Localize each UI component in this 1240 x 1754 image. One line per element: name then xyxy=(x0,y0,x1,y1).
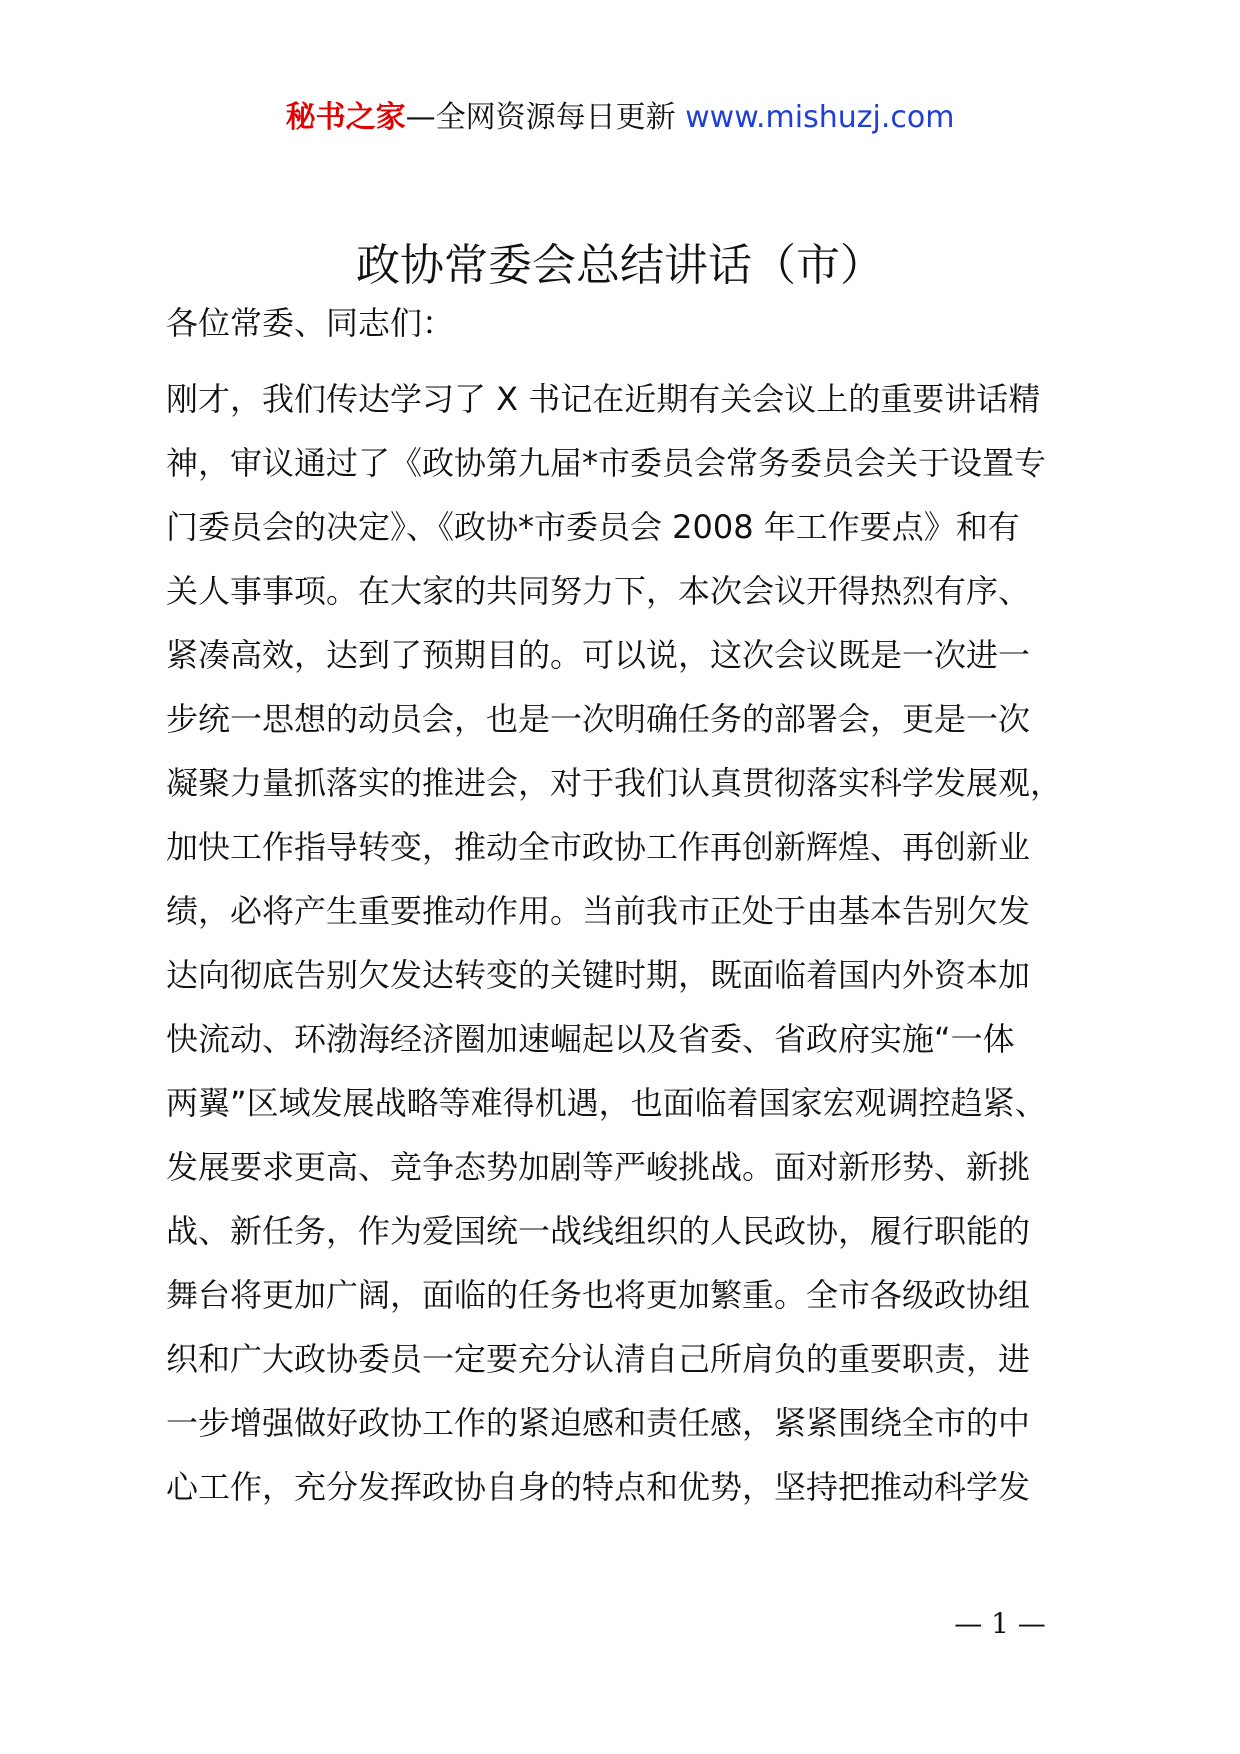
body-line: 关人事事项。在大家的共同努力下，本次会议开得热烈有序、 xyxy=(166,572,1031,610)
body-line: 达向彻底告别欠发达转变的关键时期，既面临着国内外资本加 xyxy=(166,956,1031,994)
body-line: 加快工作指导转变，推动全市政协工作再创新辉煌、再创新业 xyxy=(166,828,1031,866)
body-line: 战、新任务，作为爱国统一战线组织的人民政协，履行职能的 xyxy=(166,1212,1031,1250)
body-line: 凝聚力量抓落实的推进会，对于我们认真贯彻落实科学发展观， xyxy=(166,764,1063,802)
body-line: 发展要求更高、竞争态势加剧等严峻挑战。面对新形势、新挑 xyxy=(166,1148,1031,1186)
body-line: 两翼”区域发展战略等难得机遇，也面临着国家宏观调控趋紧、 xyxy=(166,1084,1047,1122)
brand-name: 秘书之家 xyxy=(285,100,406,135)
document-title: 政协常委会总结讲话（市） xyxy=(356,240,884,291)
body-line: 神，审议通过了《政协第九届*市委员会常务委员会关于设置专 xyxy=(166,444,1047,482)
site-url-link[interactable]: www.mishuzj.com xyxy=(685,100,955,135)
site-header xyxy=(0,98,1240,138)
body-line: 一步增强做好政协工作的紧迫感和责任感，紧紧围绕全市的中 xyxy=(166,1404,1031,1442)
page-number: — 1 — xyxy=(954,1607,1046,1640)
body-line: 织和广大政协委员一定要充分认清自己所肩负的重要职责，进 xyxy=(166,1340,1031,1378)
body-line: 心工作，充分发挥政协自身的特点和优势，坚持把推动科学发 xyxy=(166,1468,1031,1506)
body-line: 紧凑高效，达到了预期目的。可以说，这次会议既是一次进一 xyxy=(166,636,1031,674)
body-line: 门委员会的决定》、《政协*市委员会 2008 年工作要点》和有 xyxy=(166,508,1020,546)
salutation: 各位常委、同志们： xyxy=(166,304,455,342)
body-line: 步统一思想的动员会，也是一次明确任务的部署会，更是一次 xyxy=(166,700,1031,738)
body-line: 快流动、环渤海经济圈加速崛起以及省委、省政府实施“一体 xyxy=(166,1020,1015,1058)
body-paragraph xyxy=(166,367,1106,1519)
header-tagline: —全网资源每日更新 xyxy=(405,100,676,135)
body-line: 绩，必将产生重要推动作用。当前我市正处于由基本告别欠发 xyxy=(166,892,1031,930)
body-line: 刚才，我们传达学习了 X 书记在近期有关会议上的重要讲话精 xyxy=(166,380,1041,418)
body-line: 舞台将更加广阔，面临的任务也将更加繁重。全市各级政协组 xyxy=(166,1276,1031,1314)
